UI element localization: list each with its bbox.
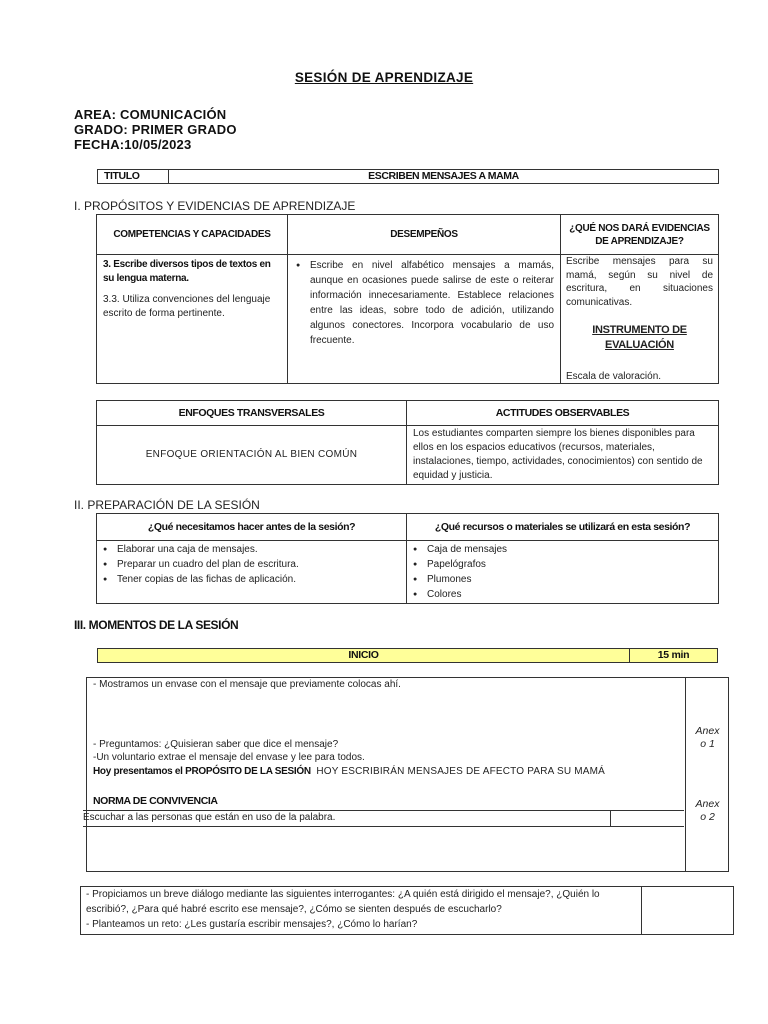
inicio-line-2: - Preguntamos: ¿Quisieran saber que dice el mensaje? bbox=[93, 739, 339, 750]
recursos-cell bbox=[407, 541, 719, 604]
antes-item: ● Tener copias de las fichas de aplicación. bbox=[101, 572, 402, 587]
dialogo-line-2: escribió?, ¿Para qué habré escrito ese mensaje?, ¿Cómo se sienten después de escucharlo? bbox=[86, 904, 502, 915]
titulo-label: TITULO bbox=[98, 170, 169, 184]
titulo-table bbox=[97, 169, 719, 184]
dialogo-line-1: - Propiciamos un breve diálogo mediante las siguientes interrogantes: ¿A quién está dirigido el mensaje?, ¿Quién lo bbox=[86, 889, 600, 900]
anexo-2[interactable] bbox=[686, 798, 729, 824]
recurso-item: ● Plumones bbox=[411, 572, 714, 587]
propositos-table bbox=[96, 214, 719, 384]
anexo-1-line-2: o 1 bbox=[700, 738, 715, 750]
header-antes: ¿Qué necesitamos hacer antes de la sesión? bbox=[97, 514, 407, 541]
dialogo-line-3: - Planteamos un reto: ¿Les gustaría escribir mensajes?, ¿Cómo lo harían? bbox=[86, 919, 418, 930]
proposito-label: Hoy presentamos el PROPÓSITO DE LA SESIÓN bbox=[93, 766, 311, 777]
competencias-cell bbox=[97, 255, 288, 384]
desempeno-text: ● Escribe en nivel alfabético mensajes a mamás, aunque en ocasiones puede salirse de este o reiterar información innecesariamente. Establece relaciones entre las ideas, sobre todo de adición, utilizando algunos conectores. Incorpora vocabulario de uso frecuente. bbox=[294, 258, 554, 348]
norma-row bbox=[83, 810, 684, 827]
anexo-1[interactable] bbox=[686, 725, 729, 751]
anexo-2-line-1: Anex bbox=[695, 798, 720, 810]
inicio-label: INICIO bbox=[98, 649, 630, 663]
section-2-heading: II. PREPARACIÓN DE LA SESIÓN bbox=[74, 498, 260, 512]
fecha-line: FECHA:10/05/2023 bbox=[74, 137, 192, 152]
titulo-value: ESCRIBEN MENSAJES A MAMA bbox=[169, 170, 719, 184]
header-recursos: ¿Qué recursos o materiales se utilizará en esta sesión? bbox=[407, 514, 719, 541]
enfoques-table bbox=[96, 400, 719, 485]
inicio-line-1: - Mostramos un envase con el mensaje que previamente colocas ahí. bbox=[93, 679, 401, 690]
dialogo-table bbox=[80, 886, 734, 935]
dialogo-cell bbox=[81, 887, 642, 935]
norma-text: Escuchar a las personas que están en uso de la palabra. bbox=[83, 812, 336, 823]
anexo-2-line-2: o 2 bbox=[700, 811, 715, 823]
header-competencias: COMPETENCIAS Y CAPACIDADES bbox=[97, 215, 288, 255]
proposito-line bbox=[93, 766, 605, 777]
evidencias-cell bbox=[561, 255, 719, 384]
antes-item: ● Preparar un cuadro del plan de escritura. bbox=[101, 557, 402, 572]
document-title: SESIÓN DE APRENDIZAJE bbox=[294, 70, 474, 85]
anexo-1-line-1: Anex bbox=[695, 725, 720, 737]
norma-label: NORMA DE CONVIVENCIA bbox=[93, 795, 218, 807]
inicio-bar bbox=[97, 648, 718, 663]
instrumento-text: Escala de valoración. bbox=[566, 370, 662, 382]
instrumento-label: INSTRUMENTO DE EVALUACIÓN bbox=[592, 324, 687, 351]
header-evidencias: ¿QUÉ NOS DARÁ EVIDENCIAS DE APRENDIZAJE? bbox=[561, 215, 719, 255]
grado-line: GRADO: PRIMER GRADO bbox=[74, 122, 237, 137]
inicio-time: 15 min bbox=[630, 649, 718, 663]
actitud-cell: Los estudiantes comparten siempre los bienes disponibles para ellos en los espacios educativos (recursos, materiales, instalaciones, tiempo, actividades, conocimientos) con sentido de equidad y justicia. bbox=[407, 426, 719, 485]
inicio-content-box bbox=[83, 677, 729, 872]
header-desempenos: DESEMPEÑOS bbox=[288, 215, 561, 255]
preparacion-table bbox=[96, 513, 719, 604]
area-line: AREA: COMUNICACIÓN bbox=[74, 107, 227, 122]
recurso-item: ● Colores bbox=[411, 587, 714, 602]
section-1-heading: I. PROPÓSITOS Y EVIDENCIAS DE APRENDIZAJE bbox=[74, 199, 356, 213]
evidencia-text: Escribe mensajes para su mamá, según su nivel de escritura, en situaciones comunicativas. bbox=[566, 256, 713, 308]
anexo-column bbox=[685, 678, 728, 871]
antes-item: ● Elaborar una caja de mensajes. bbox=[101, 542, 402, 557]
header-enfoques: ENFOQUES TRANSVERSALES bbox=[97, 401, 407, 426]
capacidad-text: 3.3. Utiliza convenciones del lenguaje escrito de forma pertinente. bbox=[103, 294, 271, 319]
antes-cell bbox=[97, 541, 407, 604]
enfoque-cell: ENFOQUE ORIENTACIÓN AL BIEN COMÚN bbox=[97, 426, 407, 485]
norma-divider bbox=[610, 810, 685, 827]
proposito-text: HOY ESCRIBIRÁN MENSAJES DE AFECTO PARA SU MAMÁ bbox=[316, 766, 606, 777]
recurso-item: ● Caja de mensajes bbox=[411, 542, 714, 557]
competencia-text: 3. Escribe diversos tipos de textos en su lengua materna. bbox=[103, 259, 271, 284]
recurso-item: ● Papelógrafos bbox=[411, 557, 714, 572]
header-actitudes: ACTITUDES OBSERVABLES bbox=[407, 401, 719, 426]
section-3-heading: III. MOMENTOS DE LA SESIÓN bbox=[74, 618, 239, 632]
dialogo-anexo-cell bbox=[642, 887, 734, 935]
inicio-line-3: -Un voluntario extrae el mensaje del envase y lee para todos. bbox=[93, 752, 365, 763]
desempenos-cell bbox=[288, 255, 561, 384]
